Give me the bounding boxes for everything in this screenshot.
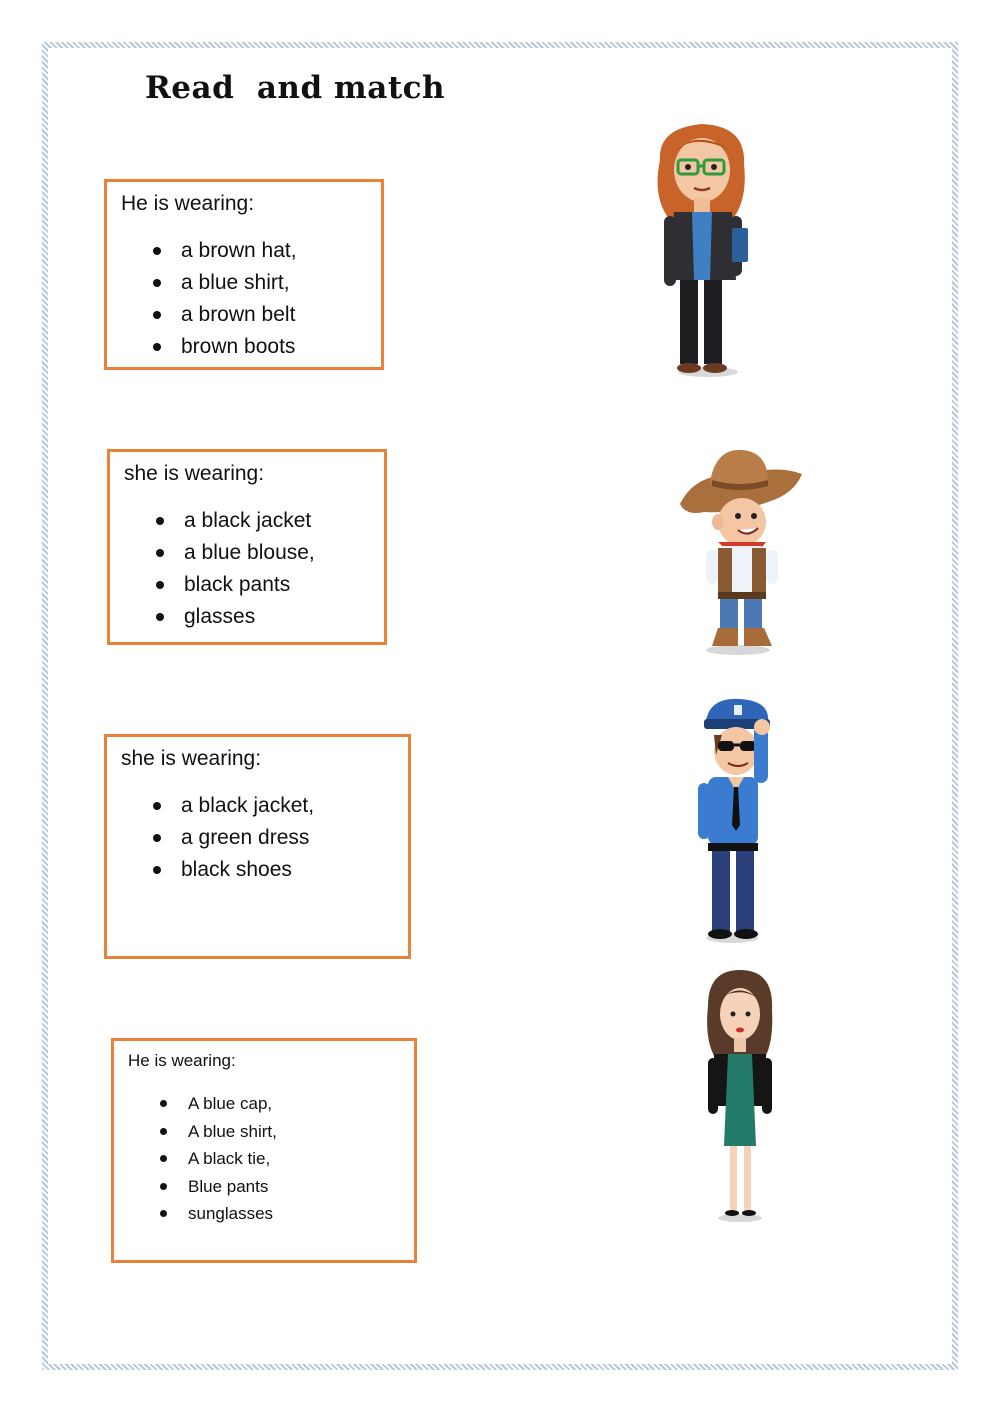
list-item: a black jacket [124, 505, 315, 537]
description-card-3 [104, 734, 411, 959]
list-item: a brown belt [121, 299, 297, 331]
teacher-woman-figure [640, 120, 770, 380]
list-item: Blue pants [128, 1173, 277, 1201]
list-item: a blue shirt, [121, 267, 297, 299]
clothing-list [121, 235, 297, 363]
police-officer-figure [684, 695, 794, 945]
description-card-4 [111, 1038, 417, 1263]
clothing-list [124, 505, 315, 633]
description-card-1 [104, 179, 384, 370]
list-item: a blue blouse, [124, 537, 315, 569]
list-item: a black jacket, [121, 790, 314, 822]
list-item: black pants [124, 569, 315, 601]
list-item: glasses [124, 601, 315, 633]
description-card-2 [107, 449, 387, 645]
clothing-list [121, 790, 314, 886]
list-item: black shoes [121, 854, 314, 886]
list-item: A blue cap, [128, 1090, 277, 1118]
list-item: sunglasses [128, 1200, 277, 1228]
card-heading: she is wearing: [121, 747, 262, 770]
woman-green-dress-figure [700, 966, 790, 1226]
clothing-list [128, 1090, 277, 1228]
list-item: A black tie, [128, 1145, 277, 1173]
page-title: Read and match [145, 70, 446, 106]
list-item: A blue shirt, [128, 1118, 277, 1146]
cowboy-figure [676, 442, 806, 657]
card-heading: He is wearing: [128, 1051, 236, 1070]
list-item: a brown hat, [121, 235, 297, 267]
card-heading: He is wearing: [121, 192, 255, 215]
list-item: a green dress [121, 822, 314, 854]
list-item: brown boots [121, 331, 297, 363]
card-heading: she is wearing: [124, 462, 265, 485]
